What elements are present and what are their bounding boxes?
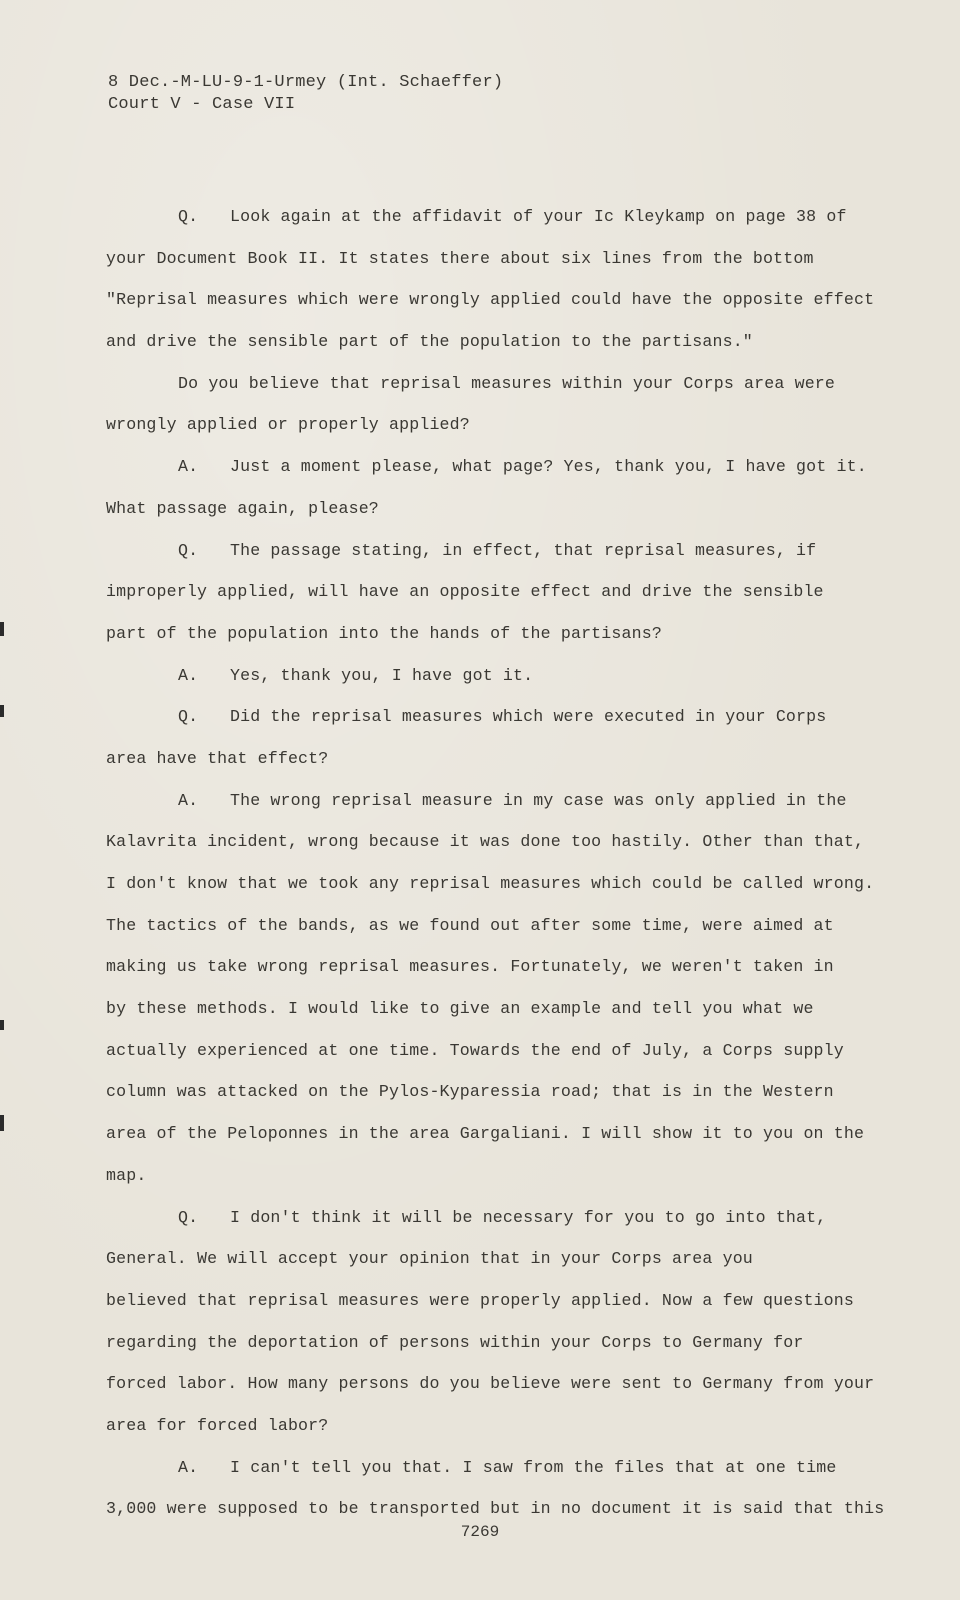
left-edge-mark [0, 1115, 4, 1131]
line-text: column was attacked on the Pylos-Kyparessia road; that is in the Western [106, 1082, 834, 1102]
transcript-line [106, 738, 906, 780]
header-court-line: Court V - Case VII [108, 95, 296, 114]
line-text: The tactics of the bands, as we found out after some time, were aimed at [106, 915, 834, 935]
line-text: "Reprisal measures which were wrongly applied could have the opposite effect [106, 290, 875, 310]
line-text: actually experienced at one time. Towards the end of July, a Corps supply [106, 1040, 844, 1060]
transcript-line [106, 404, 906, 446]
line-text: part of the population into the hands of the partisans? [106, 623, 662, 643]
transcript-line [106, 946, 906, 988]
transcript-line [106, 1113, 906, 1155]
left-edge-mark [0, 622, 4, 636]
transcript-line [106, 238, 906, 280]
transcript-line [106, 988, 906, 1030]
line-text: wrongly applied or properly applied? [106, 415, 470, 435]
transcript-line [106, 446, 906, 488]
speaker-label: Q. [178, 540, 199, 560]
line-text: Just a moment please, what page? Yes, thank you, I have got it. [230, 457, 867, 477]
transcript-line [106, 571, 906, 613]
speaker-label: Q. [178, 1207, 199, 1227]
speaker-label: Q. [178, 707, 199, 727]
left-edge-mark [0, 1020, 4, 1030]
transcript-line [106, 780, 906, 822]
speaker-label: A. [178, 665, 199, 685]
line-text: believed that reprisal measures were properly applied. Now a few questions [106, 1290, 854, 1310]
speaker-label: A. [178, 790, 199, 810]
transcript-line [106, 905, 906, 947]
transcript-line [106, 1322, 906, 1364]
page-number: 7269 [460, 1523, 500, 1541]
line-text: area have that effect? [106, 748, 329, 768]
line-text: Did the reprisal measures which were executed in your Corps [230, 707, 827, 727]
transcript-body [106, 196, 906, 1530]
transcript-line [106, 821, 906, 863]
transcript-line [106, 1280, 906, 1322]
line-text: 3,000 were supposed to be transported but in no document it is said that this [106, 1499, 885, 1519]
line-text: I don't think it will be necessary for you to go into that, [230, 1207, 827, 1227]
transcript-line [106, 696, 906, 738]
line-text: regarding the deportation of persons within your Corps to Germany for [106, 1332, 804, 1352]
transcript-line [106, 863, 906, 905]
line-text: Do you believe that reprisal measures within your Corps area were [178, 373, 836, 393]
line-text: The wrong reprisal measure in my case was only applied in the [230, 790, 847, 810]
transcript-line [106, 655, 906, 697]
line-text: by these methods. I would like to give an example and tell you what we [106, 999, 814, 1019]
speaker-label: Q. [178, 207, 199, 226]
transcript-line [106, 1447, 906, 1489]
transcript-line [106, 1197, 906, 1239]
transcript-line [106, 1405, 906, 1447]
speaker-label: A. [178, 457, 199, 477]
transcript-line [106, 1071, 906, 1113]
line-text: What passage again, please? [106, 498, 379, 518]
line-text: Look again at the affidavit of your Ic Kleykamp on page 38 of [230, 207, 847, 226]
transcript-line [106, 363, 906, 405]
transcript-line [106, 1238, 906, 1280]
transcript-line [106, 613, 906, 655]
transcript-line [106, 1363, 906, 1405]
left-edge-mark [0, 705, 4, 717]
line-text: your Document Book II. It states there about six lines from the bottom [106, 248, 814, 268]
line-text: I can't tell you that. I saw from the files that at one time [230, 1457, 837, 1477]
document-header [108, 72, 503, 116]
transcript-line [106, 1030, 906, 1072]
line-text: improperly applied, will have an opposite effect and drive the sensible [106, 582, 824, 602]
line-text: Kalavrita incident, wrong because it was done too hastily. Other than that, [106, 832, 865, 852]
line-text: map. [106, 1165, 147, 1185]
line-text: Yes, thank you, I have got it. [230, 665, 534, 685]
transcript-line [106, 279, 906, 321]
header-session-line: 8 Dec.-M-LU-9-1-Urmey (Int. Schaeffer) [108, 73, 504, 92]
line-text: making us take wrong reprisal measures. Fortunately, we weren't taken in [106, 957, 834, 977]
line-text: General. We will accept your opinion that in your Corps area you [106, 1249, 753, 1269]
line-text: and drive the sensible part of the population to the partisans." [106, 332, 753, 352]
line-text: area of the Peloponnes in the area Gargaliani. I will show it to you on the [106, 1124, 865, 1144]
transcript-line [106, 1155, 906, 1197]
line-text: area for forced labor? [106, 1415, 329, 1435]
speaker-label: A. [178, 1457, 199, 1477]
transcript-line [106, 321, 906, 363]
line-text: I don't know that we took any reprisal measures which could be called wrong. [106, 874, 875, 893]
line-text: forced labor. How many persons do you believe were sent to Germany from your [106, 1374, 875, 1394]
transcript-line [106, 196, 906, 238]
line-text: The passage stating, in effect, that reprisal measures, if [230, 540, 817, 560]
transcript-line [106, 530, 906, 572]
transcript-line [106, 488, 906, 530]
